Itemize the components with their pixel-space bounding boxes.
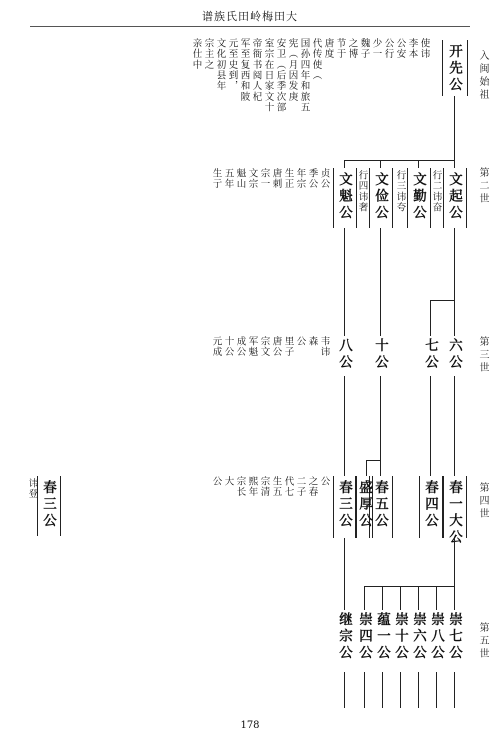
gen2-subtitle-3: 行四讳奢	[356, 170, 368, 213]
founder-bio-col-3: 公安	[394, 38, 406, 60]
gen5-branch-line	[364, 586, 455, 587]
gen5-cont-1	[454, 672, 455, 708]
gen3-name-3: 十公	[372, 338, 388, 371]
gen2-to-gen3-line-2	[380, 228, 381, 336]
gen3-name-1: 六公	[446, 338, 462, 371]
gen5-cont-3	[418, 672, 419, 708]
founder-bio-col-17: 元至史到，	[226, 38, 238, 92]
gen3-bio-col-7: 军魁	[246, 336, 258, 358]
gen2-stub-3	[380, 160, 381, 168]
gen5-name-2: 崇八公	[428, 612, 444, 662]
gen3-name-4: 八公	[336, 338, 352, 371]
gen3-bio-col-10: 元成	[210, 336, 222, 358]
gen4-bio-col-10: 公	[210, 476, 222, 487]
gen2-name-1: 文起公	[446, 172, 462, 222]
gen5-cont-4	[400, 672, 401, 708]
gen4-name-1: 春一大公	[446, 480, 462, 546]
gen2-bio-col-9: 五年	[222, 168, 234, 190]
gen3-bio-col-6: 宗文	[258, 336, 270, 358]
gen2-bio-col-10: 生亍	[210, 168, 222, 190]
founder-bio-col-4: 公行	[382, 38, 394, 60]
gen4-side-note: 讳登	[26, 478, 38, 500]
generation-label-4: 第四世	[477, 482, 488, 521]
gen3-bio-col-9: 十公	[222, 336, 234, 358]
founder-bio-col-10: 代传使（	[310, 38, 322, 81]
gen3-to-gen4-line-2	[430, 376, 431, 476]
gen4-bio-col-8: 宗长	[234, 476, 246, 498]
header-rule	[30, 26, 470, 27]
gen2-bio-col-3: 年宗	[294, 168, 306, 190]
founder-bio-col-18: 文化初县年	[214, 38, 226, 92]
gen2-subtitle-1: 行二讳奋	[430, 170, 442, 213]
generation-label-2: 第二世	[477, 167, 488, 206]
founder-bio-col-19: 宗主之	[202, 38, 214, 71]
founder-bio-col-13: 安卫（后季次部	[274, 38, 286, 113]
gen2-bio-col-2: 季公	[306, 168, 318, 190]
founder-bio-col-15: 帝衙书阅人杞	[250, 38, 262, 103]
generation-label-5: 第五世	[477, 622, 488, 661]
gen5-stub-3	[400, 586, 401, 610]
gen2-bio-col-6: 宗一	[258, 168, 270, 190]
gen5-stub-5	[436, 586, 437, 610]
gen4-bio-col-4: 代七	[282, 476, 294, 498]
founder-line	[454, 96, 455, 160]
page-header: 谱族氏田岭梅田大	[202, 10, 298, 23]
gen5-stub-2	[382, 586, 383, 610]
gen2-bio-col-1: 贞公	[318, 168, 330, 190]
gen3-name-2: 七公	[422, 338, 438, 371]
gen2-subtitle-2: 行三讳夸	[394, 170, 406, 213]
founder-bio-col-6: 魏子	[358, 38, 370, 60]
gen4-bio-col-5: 生五	[270, 476, 282, 498]
founder-bio-col-12: 宪（月因发庚	[286, 38, 298, 103]
founder-bio-col-14: 室宗在日家文十	[262, 38, 274, 113]
gen5-name-1: 崇七公	[446, 612, 462, 662]
gen2-bio-col-7: 文宗	[246, 168, 258, 190]
gen4-name-5: 春三公	[336, 480, 352, 530]
gen3-bio-col-1: 韦讳	[318, 336, 330, 358]
founder-bio-col-1: 使讳	[418, 38, 430, 60]
page-number: 178	[240, 720, 260, 731]
gen5-cont-2	[436, 672, 437, 708]
gen4-bio-col-2: 之春	[306, 476, 318, 498]
gen3-bio-col-3: 公	[294, 336, 306, 347]
gen4-bio-col-3: 二子	[294, 476, 306, 498]
gen2-stub-4	[344, 160, 345, 168]
founder-bio-col-7: 之博	[346, 38, 358, 60]
gen4-name-2: 春四公	[422, 480, 438, 530]
gen3-to-gen4-line-1	[454, 376, 455, 476]
gen2-bio-col-8: 魁山	[234, 168, 246, 190]
gen2-bio-col-5: 唐刺	[270, 168, 282, 190]
gen3-bio-col-5: 唐公	[270, 336, 282, 358]
gen3-branch-line	[430, 300, 455, 301]
gen4-name-4: 盛厚公	[356, 480, 372, 530]
gen3-bio-col-2: 森	[306, 336, 318, 347]
gen5-cont-6	[364, 672, 365, 708]
gen2-to-gen3-line-1	[454, 228, 455, 336]
gen4-name-3: 春五公	[372, 480, 388, 530]
gen2-stub-1	[454, 160, 455, 168]
founder-name: 开先公	[446, 44, 462, 94]
founder-bio-col-5: 少一	[370, 38, 382, 60]
founder-bio-col-20: 亲仕中	[190, 38, 202, 71]
founder-bio-col-2: 李本	[406, 38, 418, 60]
gen3-bio-col-8: 成公	[234, 336, 246, 358]
gen4-stub	[366, 460, 367, 476]
gen5-name-6: 崇四公	[356, 612, 372, 662]
founder-bio-col-16: 军至复西和陂	[238, 38, 250, 103]
gen5-name-3: 崇六公	[410, 612, 426, 662]
gen4-to-gen5-line-2	[344, 538, 345, 610]
gen3-stub	[430, 300, 431, 336]
gen4-bio-col-9: 大	[222, 476, 234, 487]
gen4-branch-line	[366, 460, 381, 461]
gen2-branch-line	[344, 160, 455, 161]
gen5-name-7: 继宗公	[336, 612, 352, 662]
gen4-left-name: 春三公	[40, 480, 56, 530]
gen5-stub-4	[418, 586, 419, 610]
gen4-bio-col-1: 公	[318, 476, 330, 487]
gen2-stub-2	[418, 160, 419, 168]
gen5-name-5: 蕴一公	[374, 612, 390, 662]
gen3-to-gen4-line-4	[344, 376, 345, 476]
generation-label-3: 第三世	[477, 336, 488, 375]
gen2-bio-col-4: 生正	[282, 168, 294, 190]
founder-bio-col-9: 唐度	[322, 38, 334, 60]
gen2-to-gen3-line-3	[344, 228, 345, 336]
gen5-cont-7	[344, 672, 345, 708]
generation-label-1: 入闽始祖	[477, 50, 488, 102]
gen3-bio-col-4: 里子	[282, 336, 294, 358]
gen5-name-4: 崇十公	[392, 612, 408, 662]
gen2-name-3: 文俭公	[372, 172, 388, 222]
gen5-stub-1	[364, 586, 365, 610]
gen5-cont-5	[382, 672, 383, 708]
gen4-bio-col-7: 熙年	[246, 476, 258, 498]
gen2-name-2: 文勤公	[410, 172, 426, 222]
gen4-bio-col-6: 宗清	[258, 476, 270, 498]
gen4-to-gen5-line-1	[454, 538, 455, 610]
founder-bio-col-8: 节于	[334, 38, 346, 60]
gen2-name-4: 文魁公	[336, 172, 352, 222]
gen3-to-gen4-line-3	[380, 376, 381, 476]
founder-bio-col-11: 国孙四年和旅五	[298, 38, 310, 113]
